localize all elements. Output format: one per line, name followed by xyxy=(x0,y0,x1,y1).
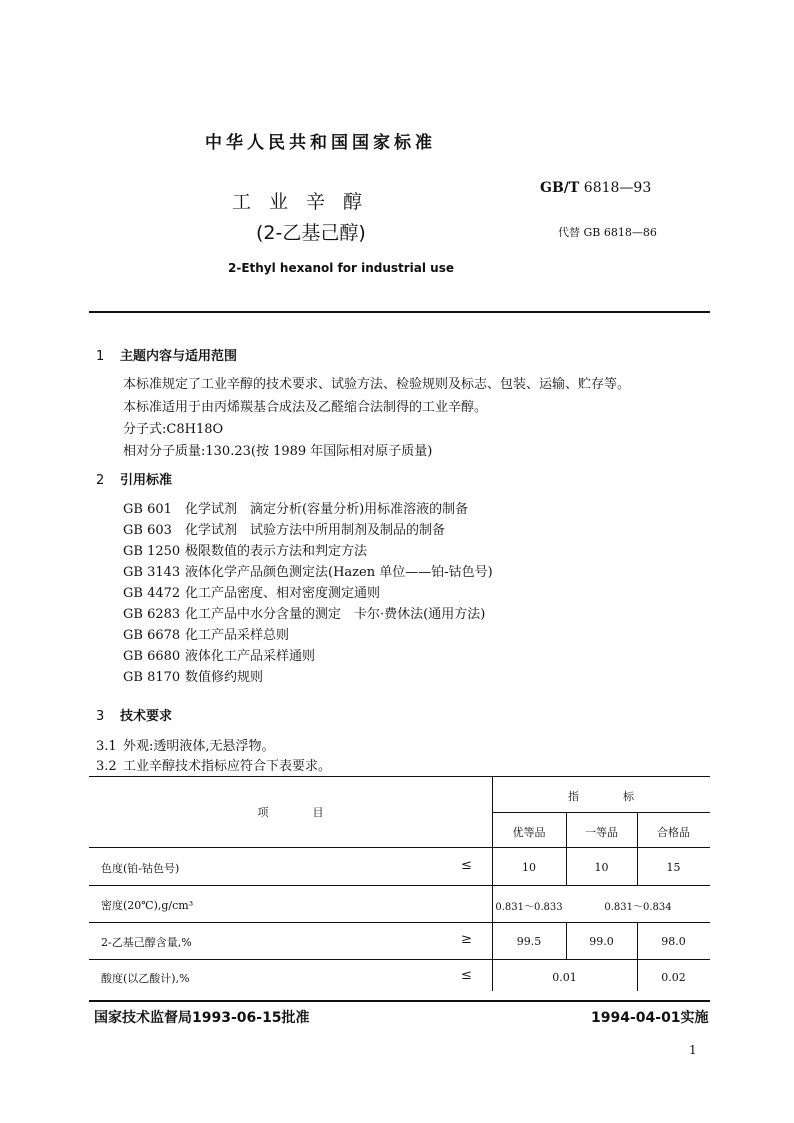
reference-title: 数值修约规则 xyxy=(185,670,264,685)
row-color-name: 色度(铂-钴色号) xyxy=(101,862,180,875)
section-1-paragraph: 本标准适用于由丙烯羰基合成法及乙醛缩合法制得的工业辛醇。 xyxy=(123,400,488,415)
english-title: 2-Ethyl hexanol for industrial use xyxy=(228,261,454,275)
reference-code: GB 8170 xyxy=(123,670,181,685)
reference-code: GB 3143 xyxy=(123,565,181,580)
reference-item xyxy=(123,519,445,538)
table-rule xyxy=(89,959,710,960)
reference-title: 液体化学产品颜色测定法(Hazen 单位——铂-钴色号) xyxy=(185,565,493,580)
header-divider xyxy=(89,311,710,313)
reference-code: GB 601 xyxy=(123,502,172,517)
reference-code: GB 603 xyxy=(123,523,172,538)
section-1-title: 主题内容与适用范围 xyxy=(120,349,238,364)
row-content-premium: 99.5 xyxy=(516,935,542,948)
reference-item xyxy=(123,624,289,643)
section-3-heading xyxy=(96,705,172,724)
row-acidity-name: 酸度(以乙酸计),% xyxy=(101,972,190,985)
table-header-index: 指 标 xyxy=(568,790,634,803)
reference-title: 化工产品密度、相对密度测定通则 xyxy=(185,586,381,601)
approval-note: 国家技术监督局1993-06-15批准 xyxy=(94,1010,310,1026)
reference-code: GB 6283 xyxy=(123,607,181,622)
section-2-number: 2 xyxy=(96,473,105,488)
section-3-title: 技术要求 xyxy=(120,709,173,724)
table-rule xyxy=(492,776,493,991)
section-2-title: 引用标准 xyxy=(120,473,173,488)
row-acidity-premium-first: 0.01 xyxy=(552,971,577,984)
footer-divider xyxy=(89,1000,710,1002)
row-content-first: 99.0 xyxy=(589,935,614,948)
row-color-premium: 10 xyxy=(522,861,536,874)
reference-item xyxy=(123,540,367,559)
row-density-first-qualified: 0.831～0.834 xyxy=(604,902,672,913)
formula-label: 分子式: xyxy=(123,422,167,437)
row-density-premium: 0.831～0.833 xyxy=(495,902,563,913)
row-color-qualified: 15 xyxy=(666,861,681,874)
grade-qualified: 合格品 xyxy=(657,826,690,839)
reference-item xyxy=(123,603,485,622)
document-subtitle: (2-乙基己醇) xyxy=(256,222,366,244)
row-acidity-qualified: 0.02 xyxy=(661,971,686,984)
table-rule xyxy=(89,922,710,923)
row-acidity-operator: ≤ xyxy=(461,968,472,983)
row-content-operator: ≥ xyxy=(461,932,472,947)
reference-title: 化学试剂 滴定分析(容量分析)用标准溶液的制备 xyxy=(185,502,469,517)
replaces-note: 代替 GB 6818—86 xyxy=(558,226,657,239)
section-1-paragraph: 本标准规定了工业辛醇的技术要求、试验方法、检验规则及标志、包装、运输、贮存等。 xyxy=(123,377,631,392)
clause-text: 工业辛醇技术指标应符合下表要求。 xyxy=(123,759,332,774)
section-1-heading xyxy=(96,345,237,364)
reference-code: GB 6678 xyxy=(123,628,181,643)
grade-premium: 优等品 xyxy=(512,826,546,839)
molecular-mass-line: 相对分子质量:130.23(按 1989 年国际相对原子质量) xyxy=(123,444,433,459)
clause-number: 3.1 xyxy=(96,739,117,754)
standard-code-prefix: GB/T xyxy=(540,180,580,196)
reference-title: 化工产品中水分含量的测定 卡尔·费休法(通用方法) xyxy=(185,607,486,622)
molecular-formula: C8H18O xyxy=(166,422,224,437)
clause-number: 3.2 xyxy=(96,759,117,774)
formula-line xyxy=(123,418,223,437)
section-3-number: 3 xyxy=(96,709,105,724)
row-density-name: 密度(20℃),g/cm³ xyxy=(101,899,194,912)
reference-item xyxy=(123,498,468,517)
implementation-date: 1994-04-01实施 xyxy=(591,1010,709,1026)
row-color-operator: ≤ xyxy=(461,858,472,873)
reference-title: 极限数值的表示方法和判定方法 xyxy=(185,544,368,559)
page-number: 1 xyxy=(689,1043,697,1057)
section-1-number: 1 xyxy=(96,349,105,364)
table-rule xyxy=(89,885,710,886)
reference-item xyxy=(123,582,380,601)
document-title: 工业辛醇 xyxy=(232,191,381,213)
row-color-first: 10 xyxy=(594,861,609,874)
table-rule xyxy=(89,847,710,848)
clause-3-1 xyxy=(96,735,275,754)
section-2-heading xyxy=(96,469,172,488)
table-header-item: 项 目 xyxy=(257,806,324,819)
standard-code xyxy=(540,180,651,196)
table-rule xyxy=(492,812,710,813)
national-standard-heading: 中华人民共和国国家标准 xyxy=(205,133,436,153)
standard-code-number: 6818—93 xyxy=(583,180,652,196)
reference-title: 液体化工产品采样通则 xyxy=(185,649,316,664)
reference-title: 化工产品采样总则 xyxy=(185,628,290,643)
table-rule xyxy=(89,776,710,777)
clause-text: 外观:透明液体,无悬浮物。 xyxy=(123,739,275,754)
reference-item xyxy=(123,645,315,664)
reference-code: GB 1250 xyxy=(123,544,181,559)
specification-table xyxy=(89,776,710,991)
reference-code: GB 6680 xyxy=(123,649,181,664)
reference-item xyxy=(123,666,263,685)
row-content-name: 2-乙基己醇含量,% xyxy=(101,936,192,949)
reference-code: GB 4472 xyxy=(123,586,181,601)
clause-3-2 xyxy=(96,755,331,774)
row-content-qualified: 98.0 xyxy=(661,935,686,948)
reference-item xyxy=(123,561,493,580)
reference-title: 化学试剂 试验方法中所用制剂及制品的制备 xyxy=(185,523,446,538)
grade-first: 一等品 xyxy=(585,826,618,839)
